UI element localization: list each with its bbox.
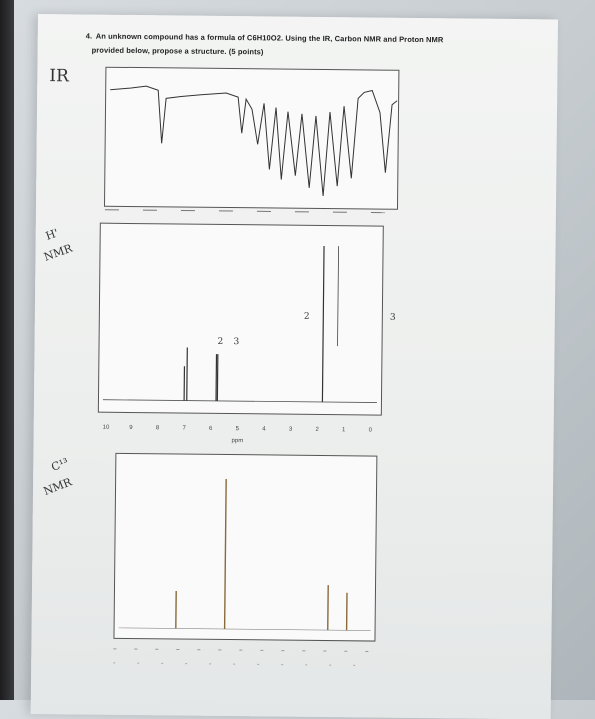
h-nmr-unit: ppm xyxy=(232,438,244,444)
ir-axis-dashes xyxy=(105,210,397,213)
h-nmr-axis xyxy=(98,417,380,440)
h-nmr-tick-label: 8 xyxy=(156,425,159,431)
h-nmr-peak xyxy=(322,246,324,402)
c-nmr-spectrum xyxy=(114,454,376,641)
h-nmr-integration-1 xyxy=(338,246,339,346)
h-nmr-peak xyxy=(187,348,188,401)
h-nmr-spectrum-panel xyxy=(98,223,384,416)
question-number: 4. xyxy=(86,32,93,41)
h-nmr-peaks xyxy=(103,244,379,403)
label-c-nmr-1: C¹³ xyxy=(50,456,71,474)
h-nmr-baseline xyxy=(103,400,377,403)
hnmr-annot-3a: 3 xyxy=(234,337,240,347)
h-nmr-tick-label: 6 xyxy=(209,426,212,432)
c-nmr-baseline xyxy=(119,628,371,631)
label-h-nmr-1: H' xyxy=(44,226,60,242)
page-edge-shadow xyxy=(0,0,14,700)
label-c-nmr-2: NMR xyxy=(42,475,74,498)
h-nmr-tick-label: 9 xyxy=(129,425,132,431)
c-nmr-spectrum-panel xyxy=(113,453,377,642)
h-nmr-tick-label: 5 xyxy=(236,426,239,432)
h-nmr-tick-label: 10 xyxy=(103,425,110,431)
ir-spectrum xyxy=(105,68,398,209)
h-nmr-spectrum xyxy=(99,224,383,415)
h-nmr-tick-label: 3 xyxy=(289,427,292,433)
hnmr-annot-2b: 2 xyxy=(304,312,310,322)
h-nmr-tick-label: 4 xyxy=(262,426,265,432)
label-ir: IR xyxy=(49,66,69,86)
c-nmr-axis-marks xyxy=(113,643,373,676)
h-nmr-tick-label: 1 xyxy=(342,427,345,433)
ir-trace xyxy=(109,86,397,197)
hnmr-annot-2a: 2 xyxy=(218,337,224,347)
h-nmr-tick-label: 7 xyxy=(182,426,185,432)
ir-spectrum-panel xyxy=(104,67,399,210)
h-nmr-tick-label: 2 xyxy=(315,427,318,433)
hnmr-annot-3b: 3 xyxy=(390,313,396,323)
c-nmr-peaks xyxy=(119,478,373,631)
label-h-nmr-2: NMR xyxy=(42,242,74,264)
question-line-1: An unknown compound has a formula of C6H10O2. Using the IR, Carbon NMR and Proton NMR xyxy=(96,32,444,45)
c-nmr-peak xyxy=(225,479,227,629)
question-line-2: provided below, propose a structure. (5 points) xyxy=(92,46,264,57)
h-nmr-tick-label: 0 xyxy=(369,427,372,433)
worksheet-page xyxy=(31,14,558,719)
